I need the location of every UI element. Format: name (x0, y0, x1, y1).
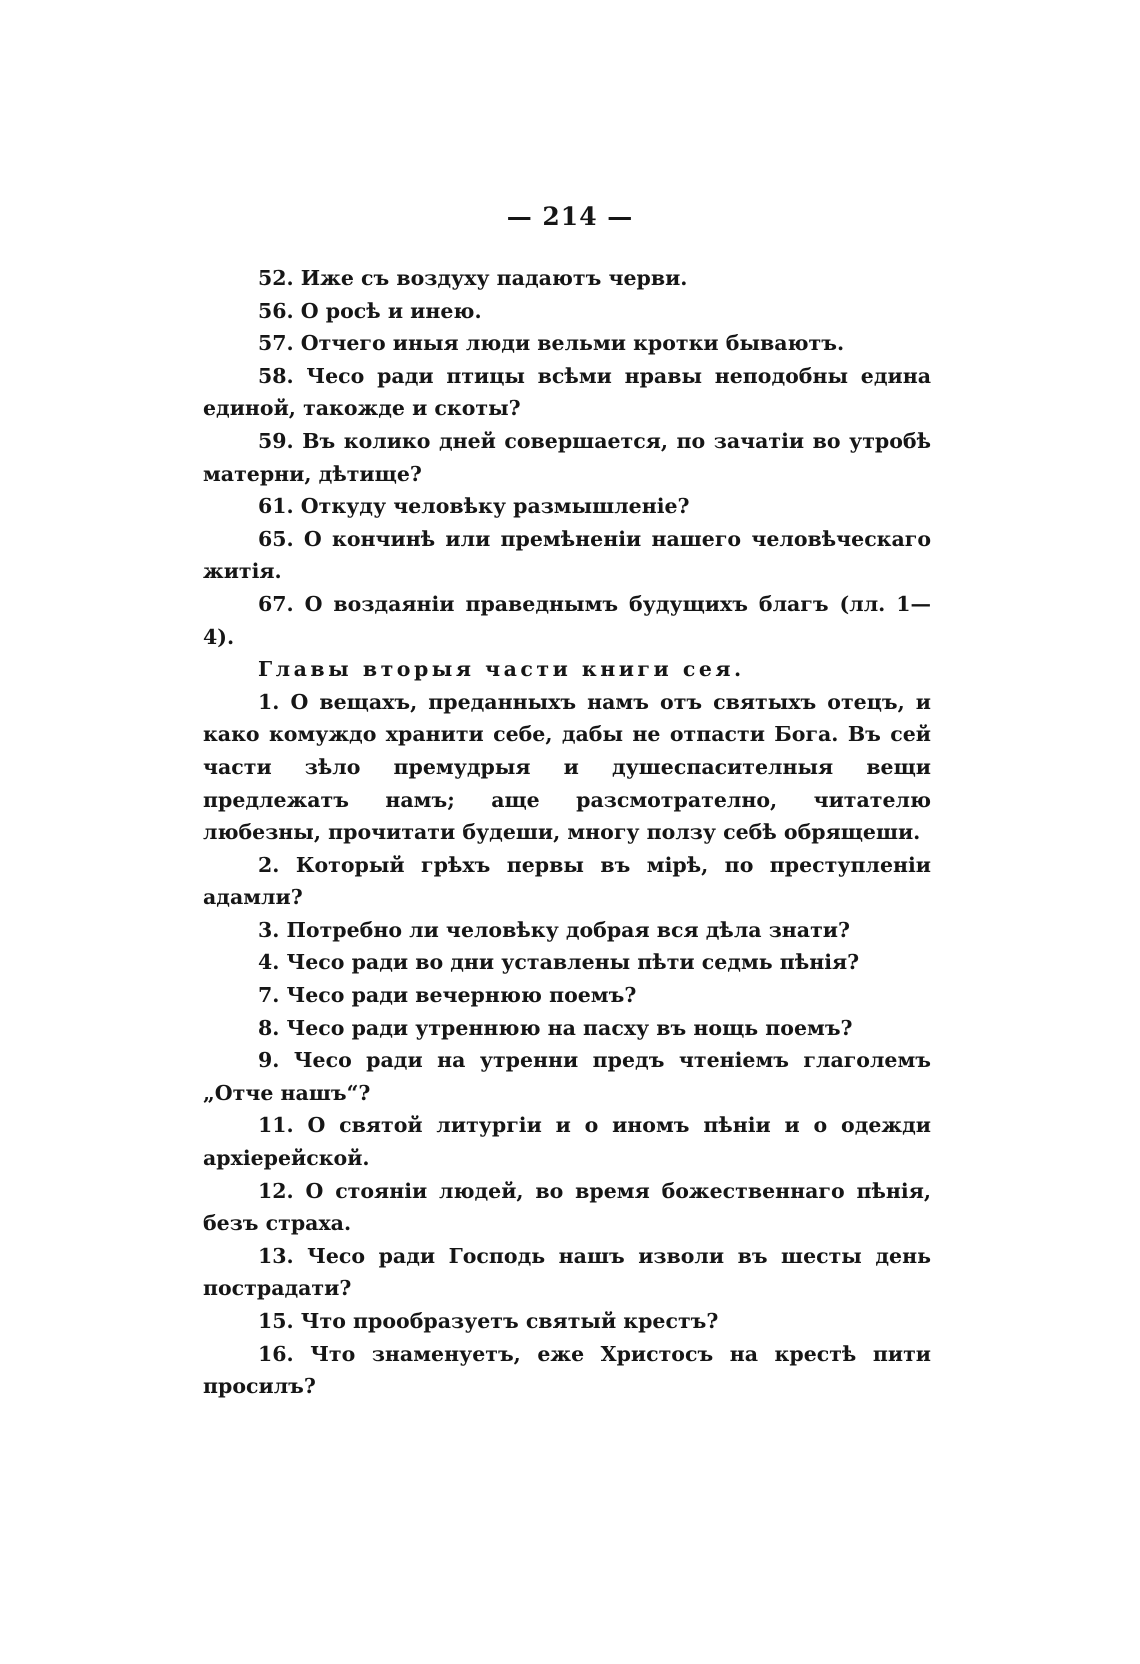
list-item: 16. Что знаменуетъ, еже Христосъ на крестѣ пити просилъ? (203, 1341, 931, 1399)
list-item: 11. О святой литургіи и о иномъ пѣніи и о одежди архіерейской. (203, 1113, 931, 1171)
list-item: 61. Откуду человѣку размышленіе? (258, 494, 690, 519)
section-heading: Главы вторыя части книги сея. (258, 657, 745, 682)
list-item: 67. О воздаяніи праведнымъ будущихъ благъ (лл. 1—4). (203, 591, 931, 649)
list-item: 4. Чесо ради во дни уставлены пѣти седмь пѣнія? (258, 950, 860, 975)
list-item: 56. О росѣ и инею. (258, 298, 482, 323)
list-item: 65. О кончинѣ или премѣненіи нашего человѣческаго житія. (203, 526, 931, 584)
list-item: 59. Въ колико дней совершается, по зачатіи во утробѣ матерни, дѣтище? (203, 428, 931, 486)
list-item: 57. Отчего иныя люди вельми кротки бываютъ. (258, 331, 845, 356)
list-item: 58. Чесо ради птицы всѣми нравы неподобны едина единой, такожде и скоты? (203, 363, 931, 421)
table-of-contents (203, 262, 931, 1403)
list-item: 9. Чесо ради на утренни предъ чтеніемъ глаголемъ „Отче нашъ“? (203, 1048, 931, 1105)
list-item: 7. Чесо ради вечернюю поемъ? (258, 983, 637, 1008)
page-number: — 214 — (506, 202, 634, 231)
list-item: 15. Что прообразуетъ святый крестъ? (258, 1309, 719, 1333)
list-item: 13. Чесо ради Господь нашъ изволи въ шесты день пострадати? (203, 1243, 931, 1301)
list-item: 2. Который грѣхъ первы въ мірѣ, по преступленіи адамли? (203, 852, 931, 910)
list-item: 1. О вещахъ, преданныхъ намъ отъ святыхъ отецъ, и како комуждо хранити себе, дабы не отпасти Бога. Въ сей части зѣло премудрыя и душеспасителныя вещи предлежатъ намъ; аще разсмотрателно, читателю любезны, прочитати будеши, многу ползу себѣ обрящеши. (203, 689, 931, 845)
list-item: 52. Иже съ воздуху падаютъ черви. (258, 266, 688, 290)
list-item: 8. Чесо ради утреннюю на пасху въ нощь поемъ? (258, 1015, 853, 1040)
list-item: 12. О стояніи людей, во время божественнаго пѣнія, безъ страха. (203, 1178, 931, 1236)
list-item: 3. Потребно ли человѣку добрая вся дѣла знати? (258, 917, 850, 942)
